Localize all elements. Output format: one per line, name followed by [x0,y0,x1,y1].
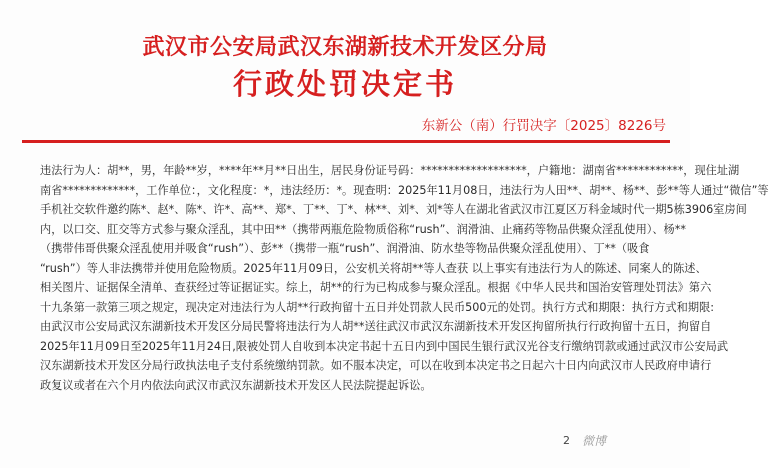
body-line: 南省*************，工作单位：，文化程度：*，违法经历：*。现查明：2025年11月08日，违法行为人田**、胡**、杨**、彭**等人通过“微信”等 [40,183,769,197]
body-line: （携带伟哥供聚众淫乱使用并吸食“rush”）、彭**（携带一瓶“rush”、润滑油、防水垫等物品供聚众淫乱使用）、丁**（吸食 [40,242,650,255]
partial-footer-number: 2 [563,434,570,447]
body-line: “rush”）等人非法携带并使用危险物质。2025年11月09日，公安机关将胡**等人查获 以上事实有违法行为人的陈述、同案人的陈述、 [40,261,707,275]
watermark: 微博 [582,434,607,448]
body-line: 手机社交软件邀约陈*、赵*、陈*、许*、高**、郑*、丁**、丁*、林**、刘*、刘*等人在湖北省武汉市江夏区万科金域时代一期5栋3906室房间 [40,203,747,216]
body-line: 汉东湖新技术开发区分局行政执法电子支付系统缴纳罚款。如不服本决定，可以在收到本决定书之日起六十日内向武汉市人民政府申请行 [40,359,712,372]
red-divider [22,140,670,143]
document-title: 行政处罚决定书 [232,67,457,101]
body-line: 2025年11月09日至2025年11月24日,限被处罚人自收到本决定书起十五日内到中国民生银行武汉光谷支行缴纳罚款或通过武汉市公安局武 [40,339,729,353]
body-line: 十九条第一款第三项之规定，现决定对违法行为人胡**行政拘留十五日并处罚款人民币500元的处罚。执行方式和期限：执行方式和期限: [40,300,715,314]
body-line: 违法行为人：胡**，男，年龄**岁，****年**月**日出生，居民身份证号码：*******************，户籍地：湖南省************，现住址湖 [40,164,740,177]
body-line: 相关图片、证据保全清单、查获经过等证据证实。综上，胡**的行为已构成参与聚众淫乱。根据《中华人民共和国治安管理处罚法》第六 [40,281,712,294]
decision-body [40,161,769,395]
issuing-organization: 武汉市公安局武汉东湖新技术开发区分局 [142,35,548,60]
document-number: 东新公（南）行罚决字〔2025〕8226号 [421,118,666,134]
body-line: 政复议或者在六个月内依法向武汉市武汉东湖新技术开发区人民法院提起诉讼。 [40,378,432,392]
body-line: 由武汉市公安局武汉东湖新技术开发区分局民警将违法行为人胡**送往武汉市武汉东湖新技术开发区拘留所执行行政拘留十五日，拘留自 [40,320,712,333]
body-line: 内，以口交、肛交等方式参与聚众淫乱，其中田**（携带两瓶危险物质俗称“rush”、润滑油、止痛药等物品供聚众淫乱使用）、杨** [40,222,686,236]
